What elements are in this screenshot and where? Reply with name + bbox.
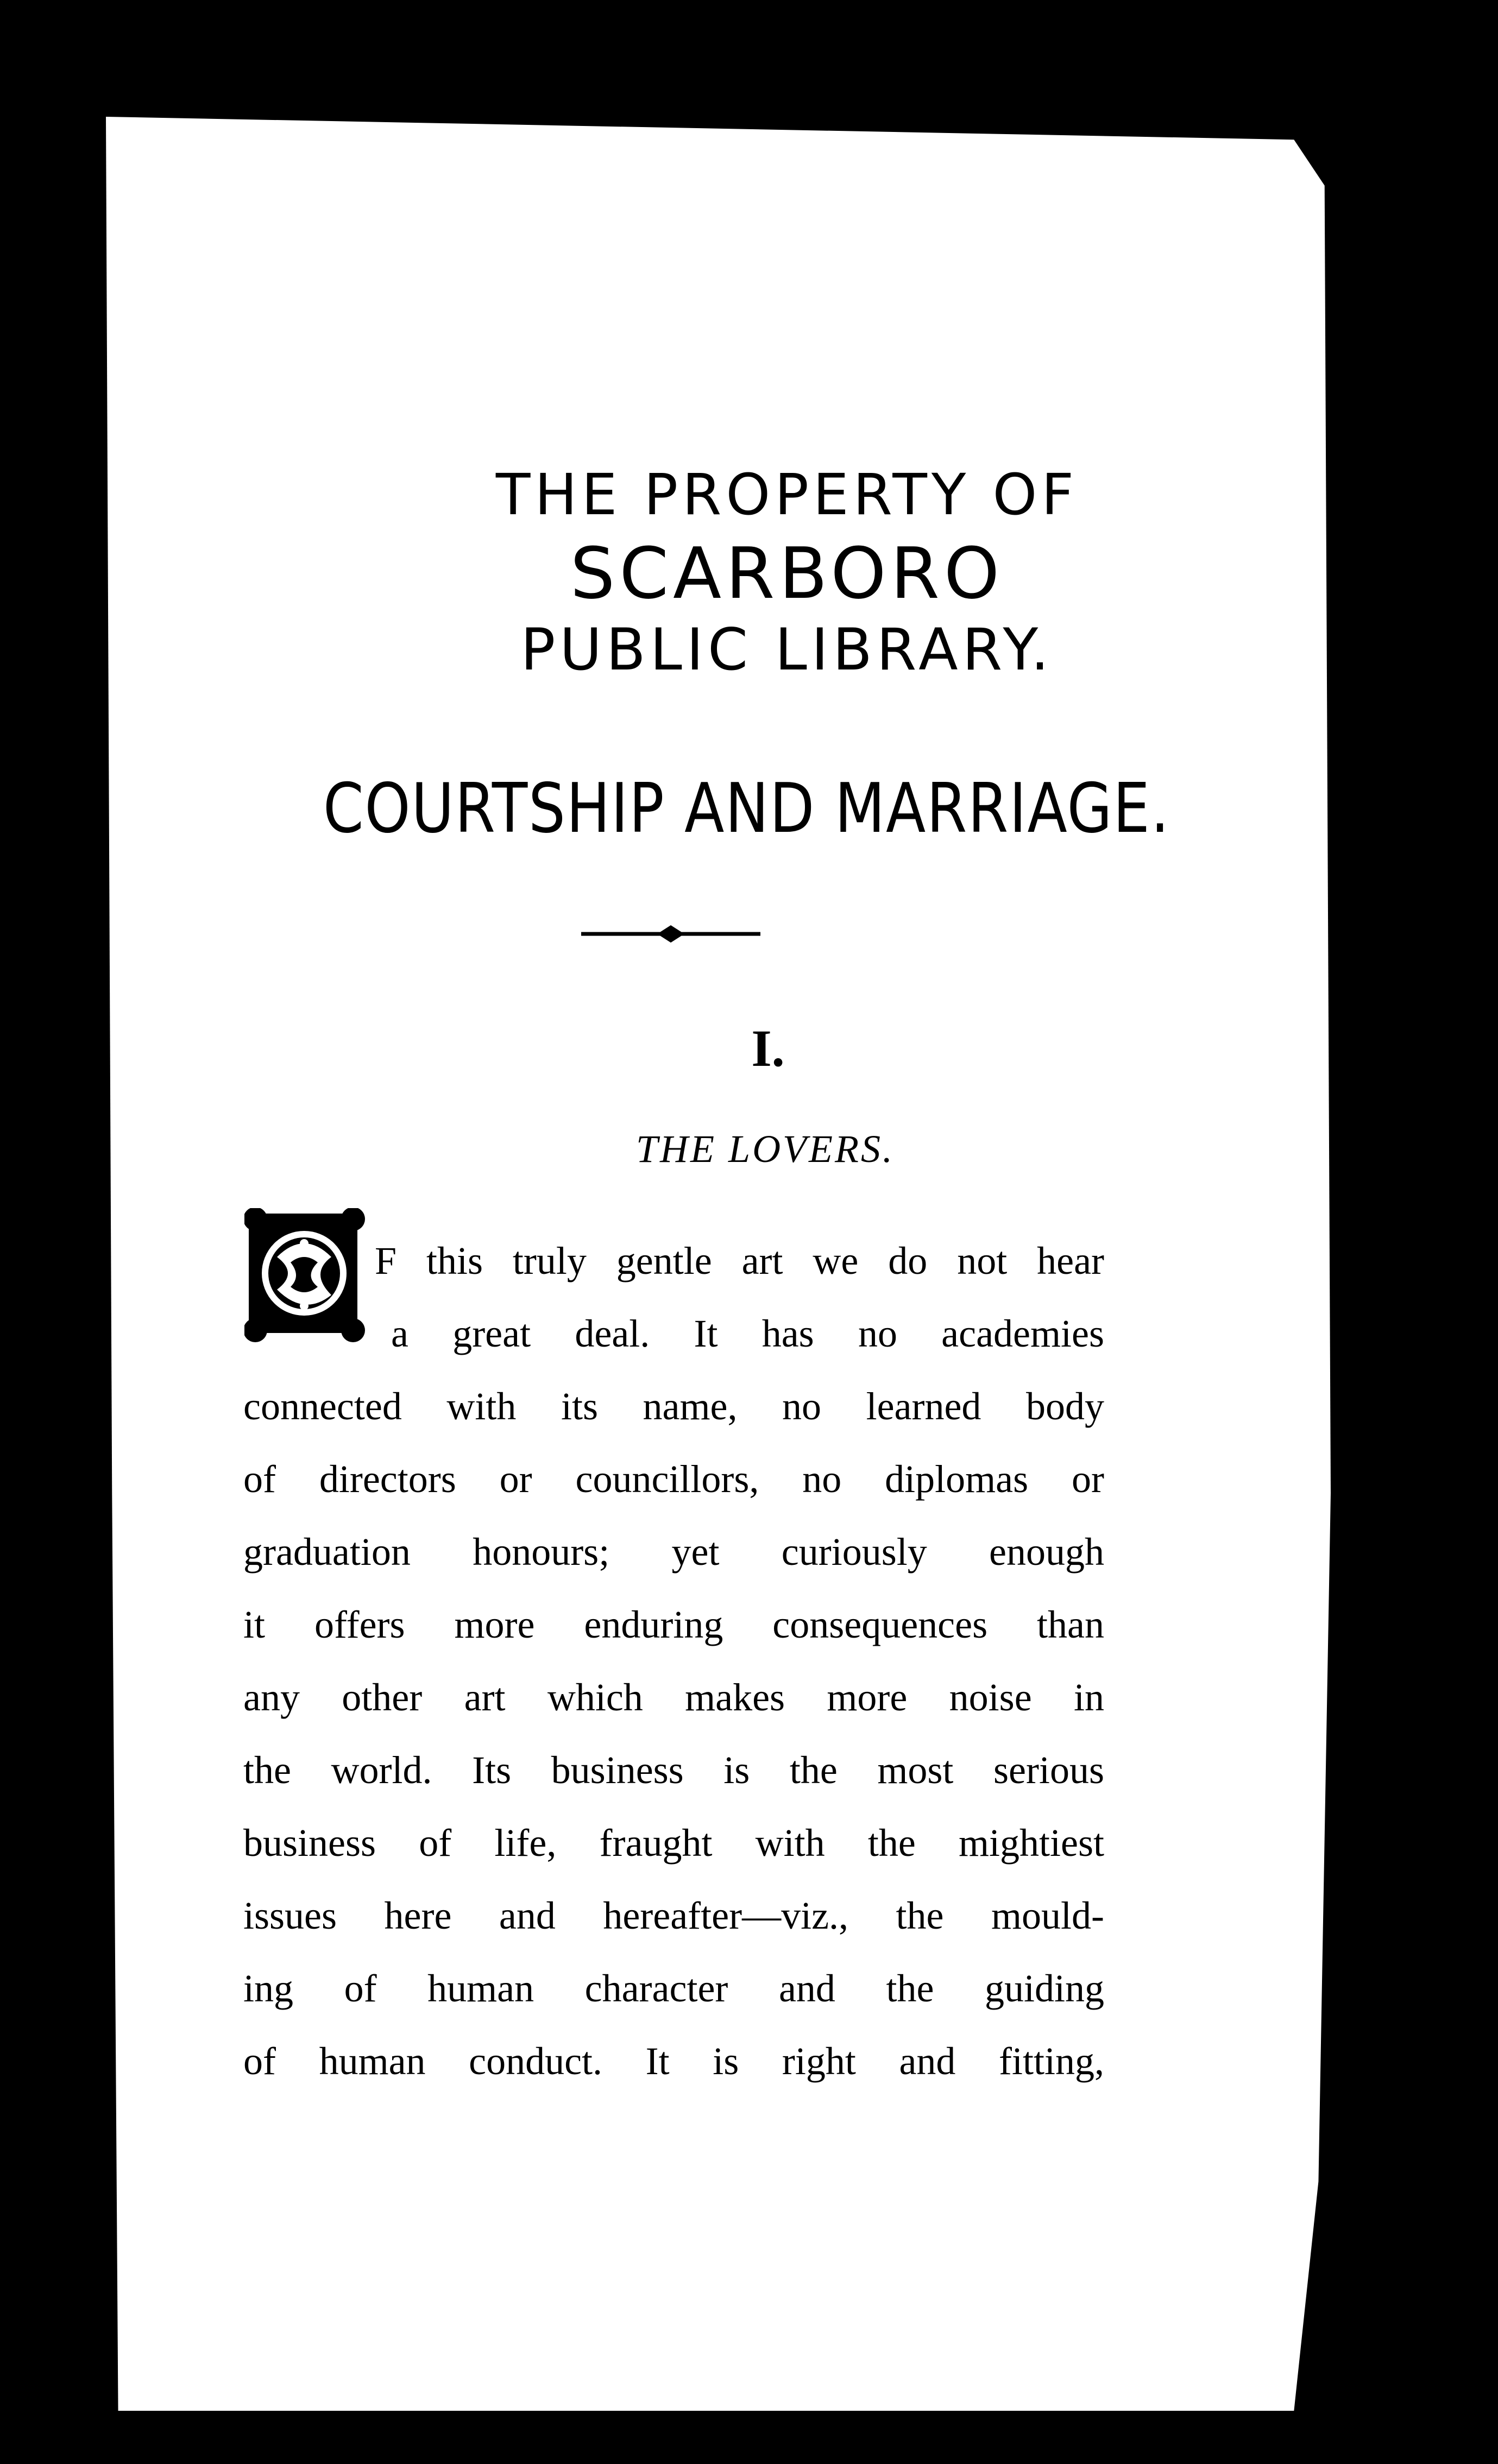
ornament-divider bbox=[581, 923, 760, 945]
library-stamp-line-3: PUBLIC LIBRARY. bbox=[520, 616, 1054, 683]
body-paragraph bbox=[243, 1224, 1104, 2097]
section-title: THE LOVERS. bbox=[636, 1127, 895, 1171]
body-line: connected with its name, no learned body bbox=[243, 1385, 1104, 1428]
body-line: graduation honours; yet curiously enough bbox=[243, 1530, 1104, 1574]
body-line: of human conduct. It is right and fitting, bbox=[243, 2039, 1104, 2083]
library-stamp-line-2: SCARBORO bbox=[570, 532, 1004, 615]
body-line: F this truly gentle art we do not hear bbox=[375, 1239, 1104, 1282]
body-line: issues here and hereafter—viz., the mould- bbox=[243, 1894, 1104, 1937]
body-line: any other art which makes more noise in bbox=[243, 1676, 1104, 1719]
library-stamp-line-1: THE PROPERTY OF bbox=[495, 462, 1079, 528]
body-line: of directors or councillors, no diplomas or bbox=[243, 1457, 1104, 1501]
body-line: ing of human character and the guiding bbox=[243, 1967, 1104, 2010]
body-line: business of life, fraught with the mightiest bbox=[243, 1821, 1104, 1865]
body-line: a great deal. It has no academies bbox=[391, 1312, 1104, 1355]
book-title: COURTSHIP AND MARRIAGE. bbox=[323, 768, 1170, 848]
body-line: it offers more enduring consequences than bbox=[243, 1603, 1104, 1646]
section-numeral: I. bbox=[751, 1019, 785, 1077]
body-line: the world. Its business is the most serious bbox=[243, 1748, 1104, 1792]
